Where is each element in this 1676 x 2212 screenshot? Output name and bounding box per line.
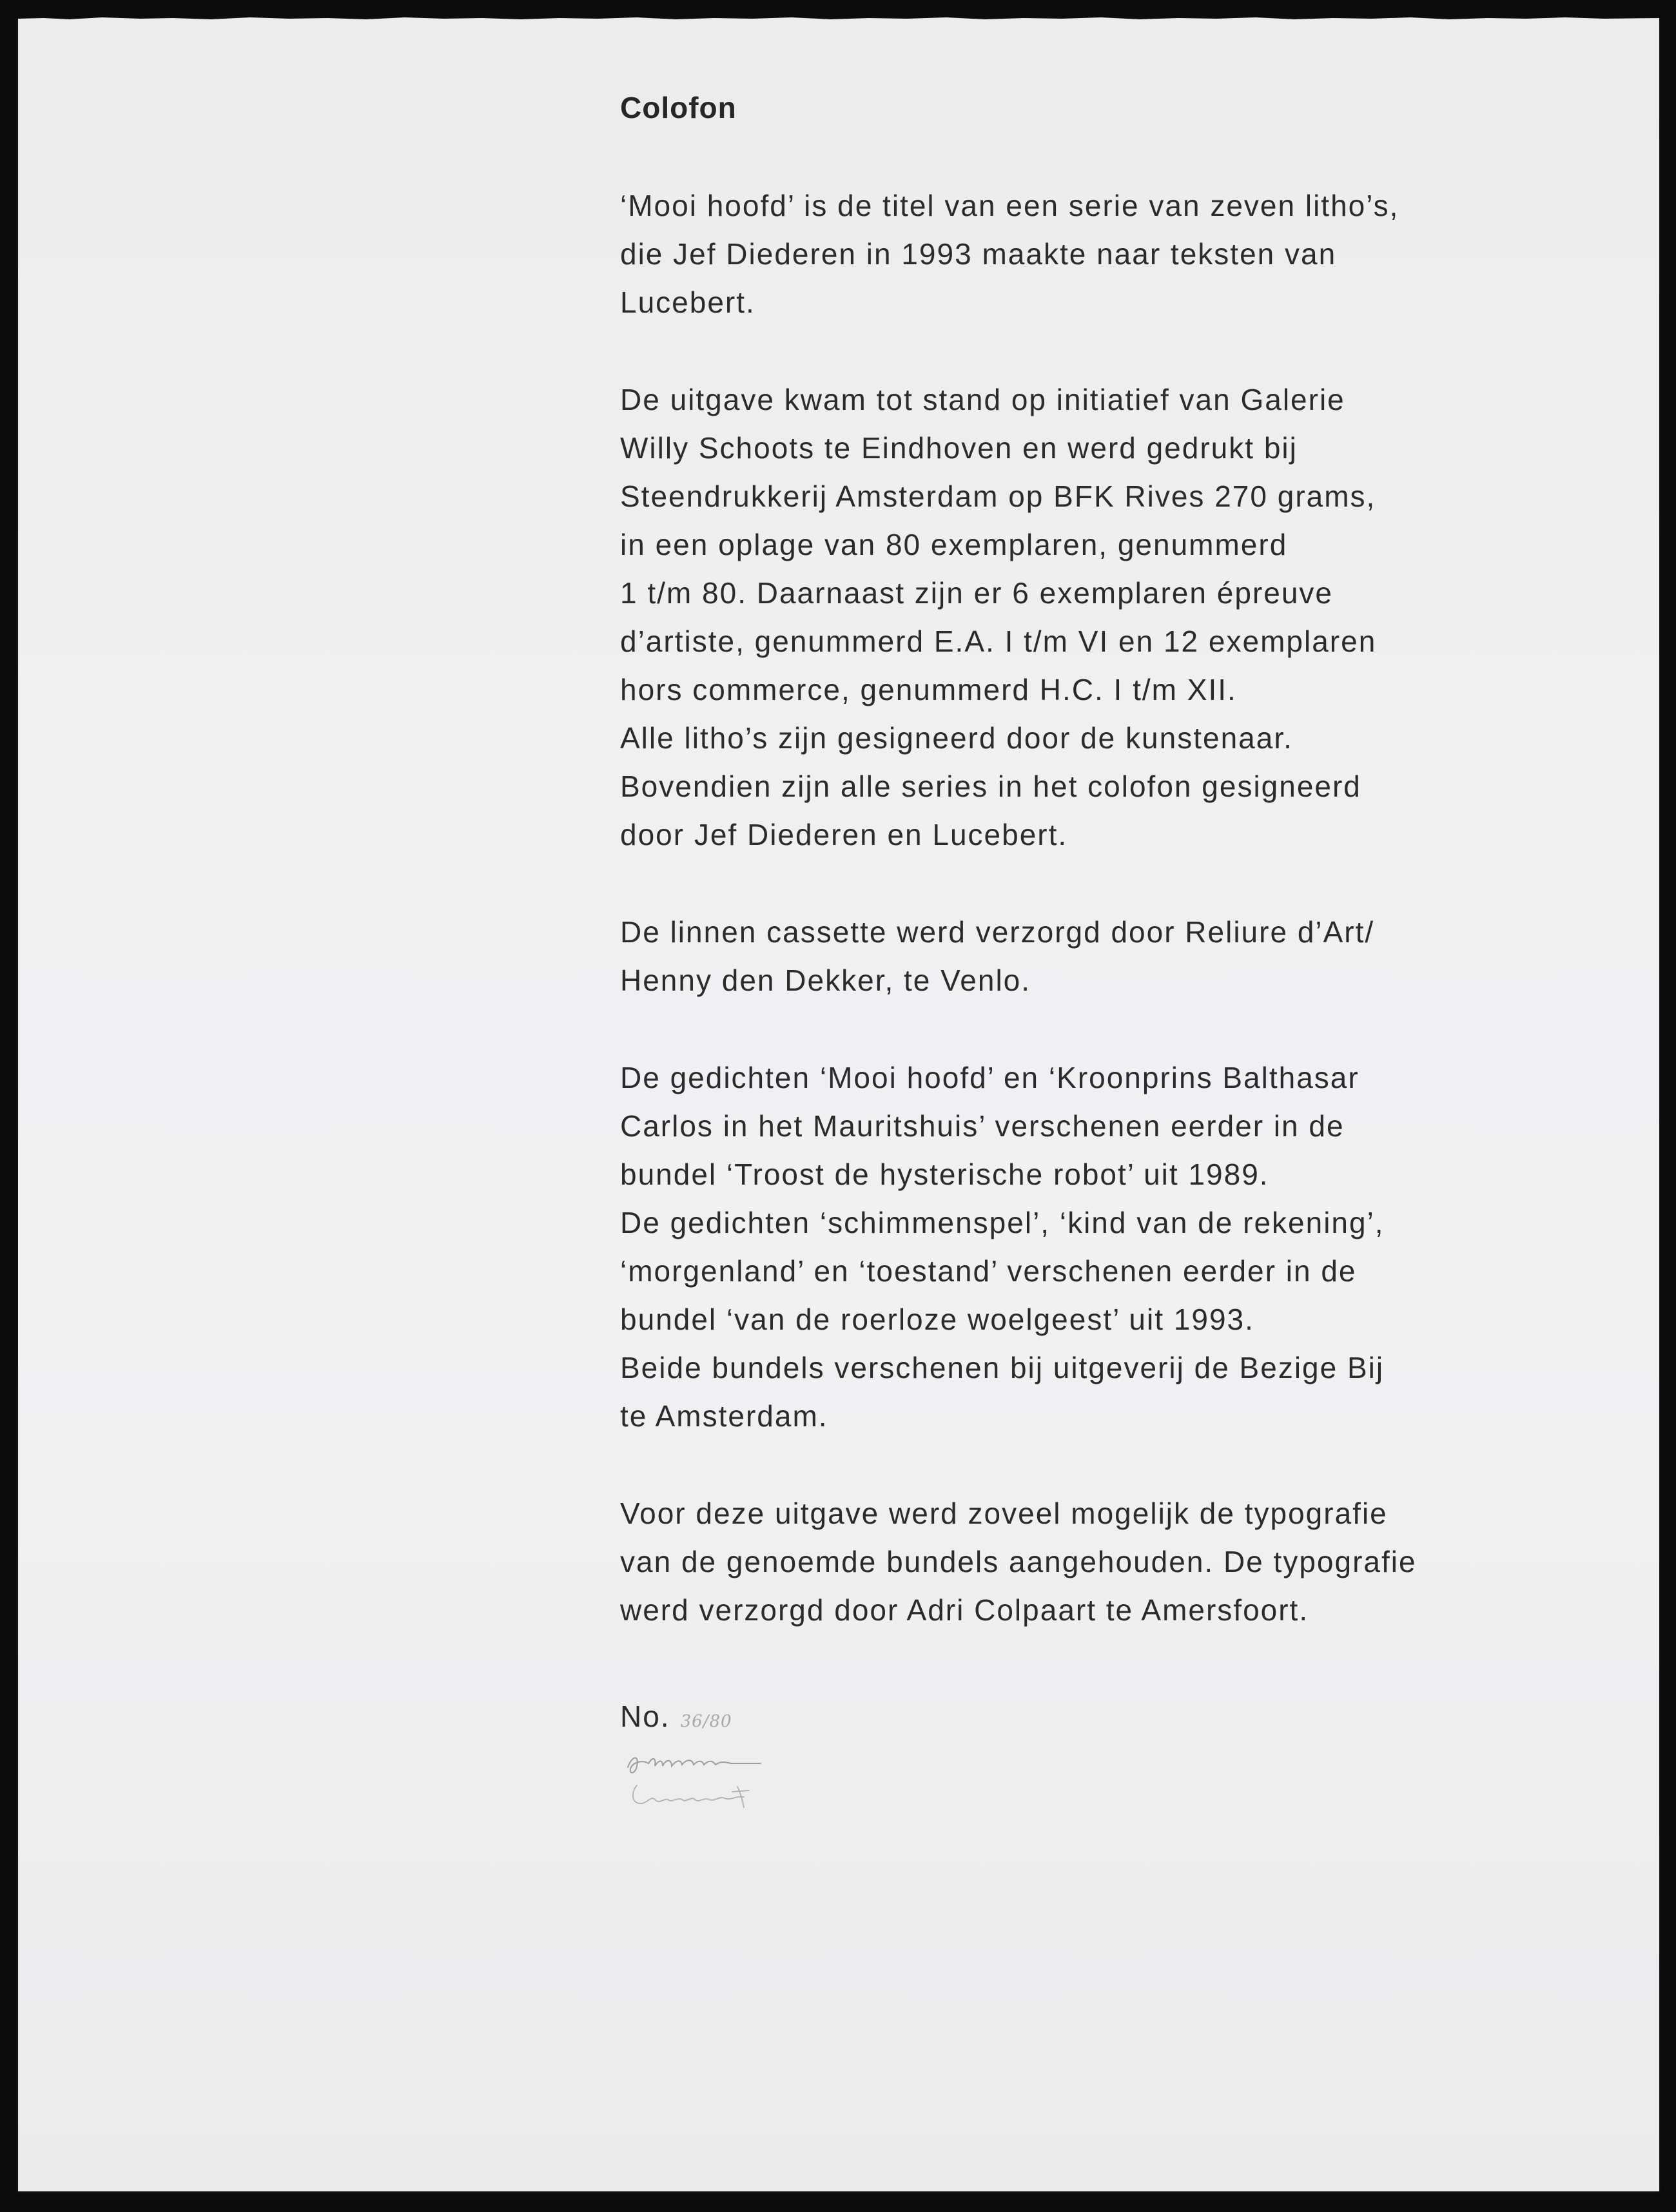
text-line: bundel ‘Troost de hysterische robot’ uit 1989. (620, 1158, 1269, 1191)
colophon-text (620, 84, 1535, 1683)
deckle-edge (18, 13, 1659, 22)
paragraph-typography (620, 1489, 1535, 1635)
text-line: hors commerce, genummerd H.C. I t/m XII. (620, 673, 1237, 706)
text-line: De gedichten ‘Mooi hoofd’ en ‘Kroonprins Balthasar (620, 1061, 1359, 1094)
paragraph-intro (620, 182, 1535, 327)
text-line: te Amsterdam. (620, 1399, 828, 1433)
text-line: Bovendien zijn alle series in het colofon gesigneerd (620, 770, 1361, 803)
signature-lucebert (633, 1785, 749, 1807)
text-line: d’artiste, genummerd E.A. I t/m VI en 12 exemplaren (620, 625, 1377, 658)
text-line: Alle litho’s zijn gesigneerd door de kunstenaar. (620, 721, 1293, 755)
text-line: ‘morgenland’ en ‘toestand’ verschenen eerder in de (620, 1254, 1357, 1288)
text-line: Lucebert. (620, 286, 755, 319)
edition-number: 36/80 (680, 1712, 732, 1731)
text-line: door Jef Diederen en Lucebert. (620, 818, 1068, 851)
text-line: ‘Mooi hoofd’ is de titel van een serie van zeven litho’s, (620, 189, 1399, 222)
text-line: De linnen cassette werd verzorgd door Reliure d’Art/ (620, 915, 1375, 949)
text-line: werd verzorgd door Adri Colpaart te Amersfoort. (620, 1593, 1309, 1627)
paragraph-edition (620, 376, 1535, 859)
text-line: Beide bundels verschenen bij uitgeverij de Bezige Bij (620, 1351, 1385, 1384)
text-line: in een oplage van 80 exemplaren, genummerd (620, 528, 1288, 561)
text-line: De uitgave kwam tot stand op initiatief van Galerie (620, 383, 1345, 416)
text-line: De gedichten ‘schimmenspel’, ‘kind van de rekening’, (620, 1206, 1385, 1239)
paragraph-cassette (620, 908, 1535, 1005)
text-line: Voor deze uitgave werd zoveel mogelijk de typografie (620, 1497, 1388, 1530)
signatures (623, 1740, 790, 1824)
text-line: Carlos in het Mauritshuis’ verschenen eerder in de (620, 1109, 1345, 1143)
text-line: 1 t/m 80. Daarnaast zijn er 6 exemplaren épreuve (620, 576, 1333, 610)
colophon-title: Colofon (620, 91, 737, 124)
paragraph-poems (620, 1054, 1535, 1441)
signature-diederen (628, 1758, 761, 1772)
text-line: van de genoemde bundels aangehouden. De typografie (620, 1545, 1417, 1578)
number-label: No. (620, 1700, 670, 1733)
text-line: Steendrukkerij Amsterdam op BFK Rives 270 grams, (620, 480, 1376, 513)
text-line: bundel ‘van de roerloze woelgeest’ uit 1993. (620, 1303, 1254, 1336)
text-line: Henny den Dekker, te Venlo. (620, 964, 1031, 997)
text-line: die Jef Diederen in 1993 maakte naar teksten van (620, 237, 1337, 271)
text-line: Willy Schoots te Eindhoven en werd gedrukt bij (620, 431, 1298, 465)
